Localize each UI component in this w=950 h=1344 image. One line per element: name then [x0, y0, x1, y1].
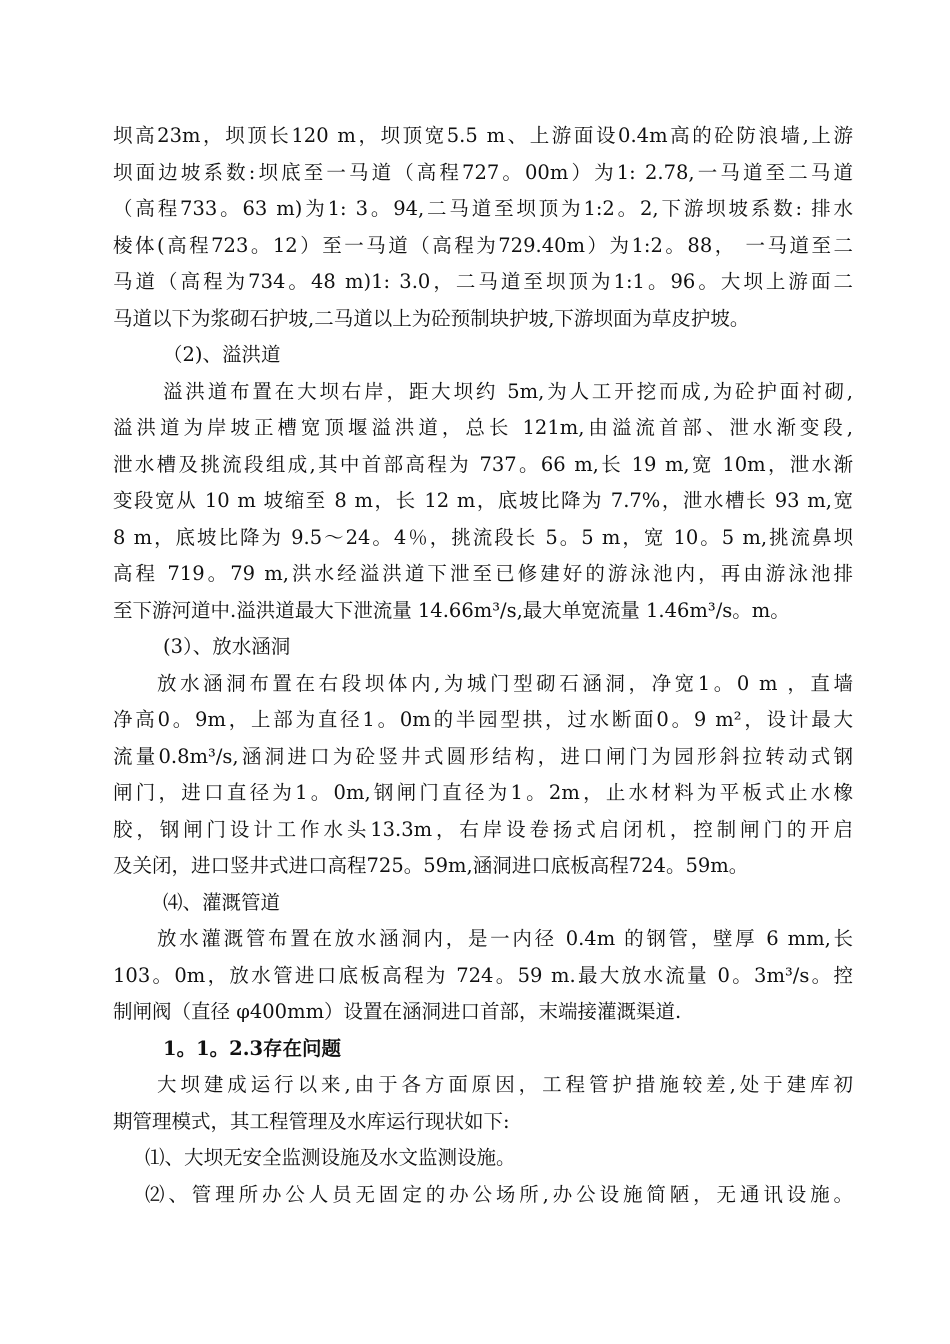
paragraph-line: 坝面边坡系数:坝底至一马道（高程727。00m）为1: 2.78,一马道至二马道 — [113, 160, 853, 184]
paragraph-line: 大坝建成运行以来,由于各方面原因，工程管护措施较差,处于建库初 — [157, 1073, 853, 1096]
paragraph-line: 至下游河道中.溢洪道最大下泄流量 14.66m³/s,最大单宽流量 1.46m³/s。m。 — [113, 598, 790, 622]
paragraph-line: 制闸阀（直径 φ400mm）设置在涵洞进口首部，末端接灌溉渠道. — [113, 1000, 682, 1023]
paragraph-line: 变段宽从 10 m 坡缩至 8 m，长 12 m，底坡比降为 7.7%，泄水槽长 93 m,宽 — [113, 489, 853, 512]
section-heading-spillway: （2)、溢洪道 — [163, 343, 281, 366]
paragraph-line: 泄水槽及挑流段组成,其中首部高程为 737。66 m,长 19 m,宽 10m，泄水渐 — [113, 452, 853, 476]
paragraph-line: 高程 719。79 m,洪水经溢洪道下泄至已修建好的游泳池内，再由游泳池排 — [113, 562, 853, 585]
paragraph-line: 放水灌溉管布置在放水涵洞内，是一内径 0.4m 的钢管，壁厚 6 mm,长 — [157, 927, 853, 950]
paragraph-line: 溢洪道布置在大坝右岸，距大坝约 5m,为人工开挖而成,为砼护面衬砌, — [163, 379, 853, 403]
paragraph-line: 期管理模式，其工程管理及水库运行现状如下: — [113, 1109, 510, 1133]
paragraph-line: （高程733。63 m)为1: 3。94,二马道至坝顶为1:2。2,下游坝坡系数: 排水 — [113, 197, 853, 220]
paragraph-line: 马道以下为浆砌石护坡,二马道以上为砼预制块护坡,下游坝面为草皮护坡。 — [113, 306, 750, 330]
section-heading-culvert: (3）、放水涵洞 — [163, 635, 291, 658]
paragraph-line: 103。0m，放水管进口底板高程为 724。59 m.最大放水流量 0。3m³/s。控 — [113, 963, 853, 987]
paragraph-line: 净高0。9m，上部为直径1。0m的半园型拱，过水断面0。9 m²，设计最大 — [113, 708, 853, 731]
paragraph-line: 坝高23m，坝顶长120 m，坝顶宽5.5 m、上游面设0.4m高的砼防浪墙,上游 — [113, 124, 853, 147]
paragraph-line: 流量0.8m³/s,涵洞进口为砼竖井式圆形结构，进口闸门为园形斜拉转动式钢 — [113, 744, 853, 768]
paragraph-line: 胶，钢闸门设计工作水头13.3m，右岸设卷扬式启闭机，控制闸门的开启 — [113, 817, 853, 841]
paragraph-line: 马道（高程为734。48 m)1: 3.0，二马道至坝顶为1:1。96。大坝上游面二 — [113, 270, 853, 293]
paragraph-line: 闸门，进口直径为1。0m,钢闸门直径为1。2m，止水材料为平板式止水橡 — [113, 781, 853, 804]
paragraph-line: 8 m，底坡比降为 9.5～24。4％，挑流段长 5。5 m，宽 10。5 m,挑流鼻坝 — [113, 525, 853, 549]
paragraph-line: 放水涵洞布置在右段坝体内,为城门型砌石涵洞，净宽1。0 m ，直墙 — [157, 671, 853, 695]
list-item: ⑵、管理所办公人员无固定的办公场所,办公设施简陋，无通讯设施。 — [145, 1182, 853, 1206]
paragraph-line: 溢洪道为岸坡正槽宽顶堰溢洪道，总长 121m,由溢流首部、泄水渐变段, — [113, 416, 853, 439]
section-heading-problems: 1。1。2.3存在问题 — [163, 1036, 342, 1060]
paragraph-line: 棱体(高程723。12）至一马道（高程为729.40m）为1:2。88， 一马道至二 — [113, 233, 853, 257]
section-heading-irrigation: ⑷、灌溉管道 — [163, 890, 281, 914]
document-body — [113, 118, 853, 1213]
paragraph-line: 及关闭，进口竖井式进口高程725。59m,涵洞进口底板高程724。59m。 — [113, 854, 749, 877]
list-item: ⑴、大坝无安全监测设施及水文监测设施。 — [145, 1146, 516, 1169]
